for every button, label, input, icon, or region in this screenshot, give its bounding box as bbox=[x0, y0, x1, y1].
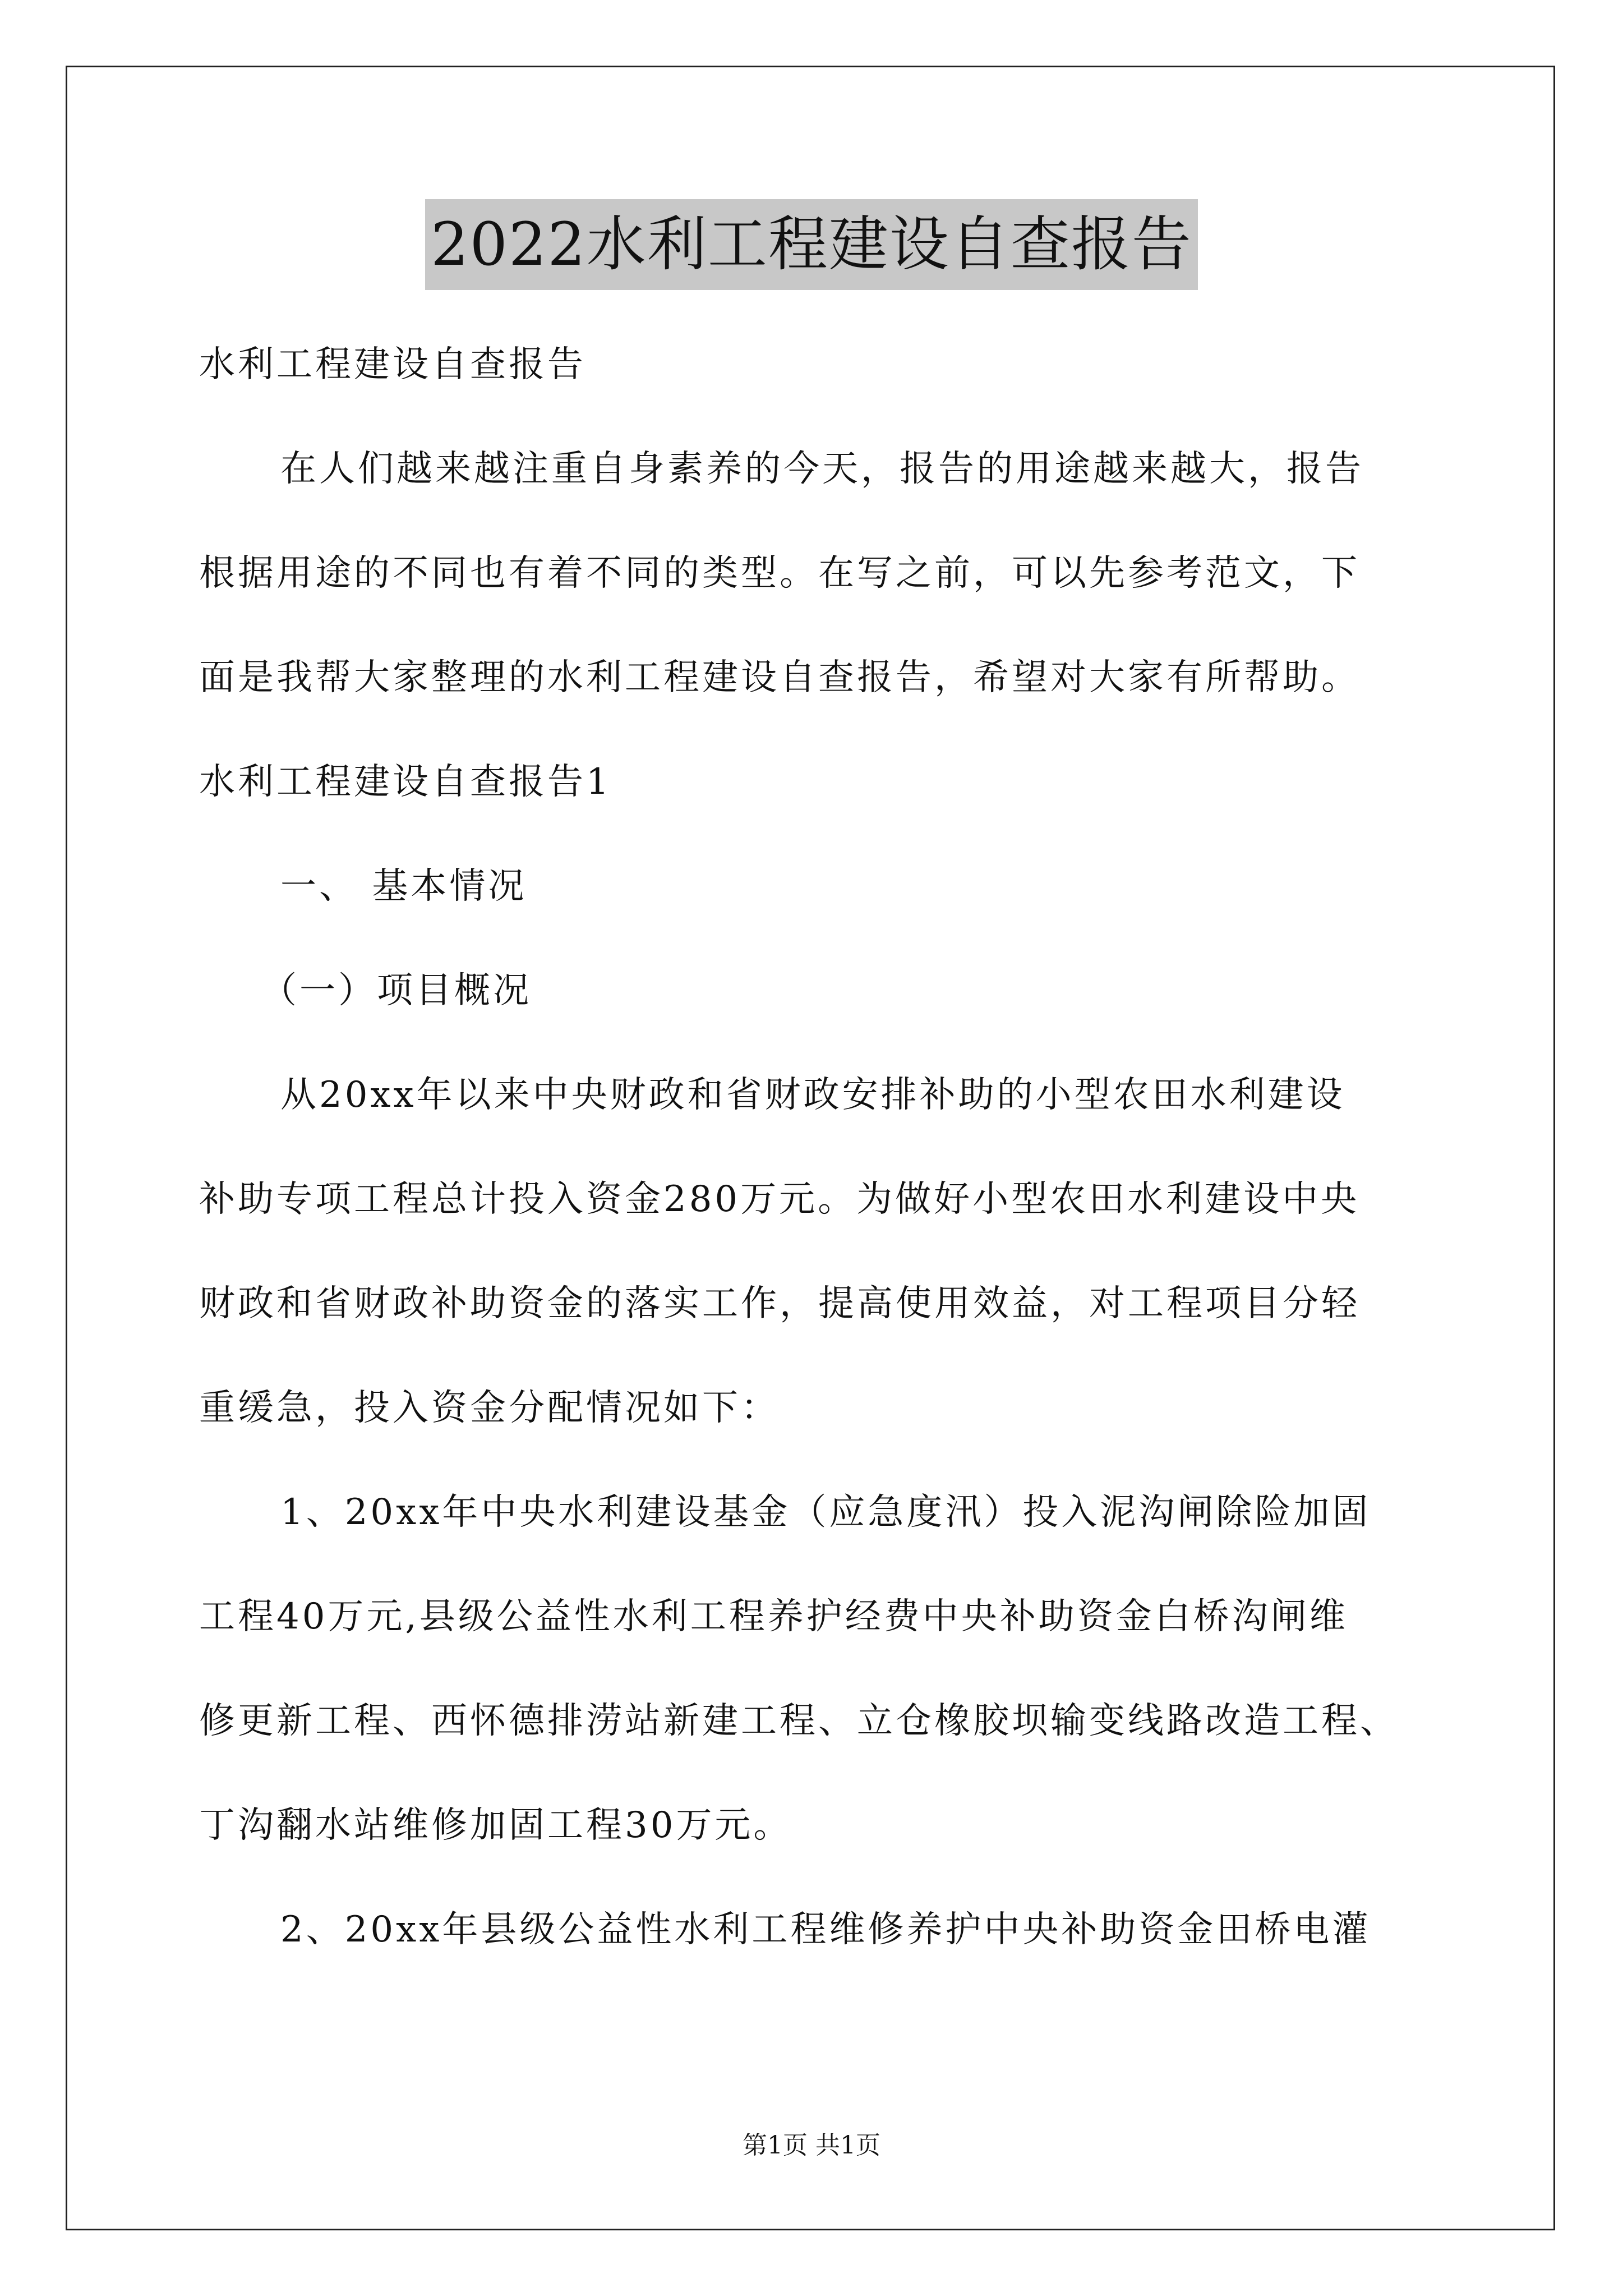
page-footer: 第1页 共1页 bbox=[743, 2131, 880, 2160]
text-line: 丁沟翻水站维修加固工程30万元。 bbox=[199, 1805, 792, 1846]
text-line: 修更新工程、西怀德排涝站新建工程、立仓橡胶坝输变线路改造工程、 bbox=[199, 1700, 1399, 1742]
text-line: 财政和省财政补助资金的落实工作，提高使用效益，对工程项目分轻 bbox=[199, 1283, 1360, 1324]
text-line: 重缓急，投入资金分配情况如下： bbox=[199, 1387, 780, 1429]
text-line: 面是我帮大家整理的水利工程建设自查报告，希望对大家有所帮助。 bbox=[199, 657, 1360, 698]
text-line: 工程40万元,县级公益性水利工程养护经费中央补助资金白桥沟闸维 bbox=[199, 1596, 1348, 1637]
title-container bbox=[0, 199, 1623, 290]
text-line: 1、20xx年中央水利建设基金（应急度汛）投入泥沟闸除险加固 bbox=[280, 1492, 1371, 1533]
document-body bbox=[199, 312, 1433, 1982]
subsection-heading: （一）项目概况 bbox=[261, 970, 532, 1011]
text-line: 从20xx年以来中央财政和省财政安排补助的小型农田水利建设 bbox=[280, 1074, 1345, 1116]
document-title: 2022水利工程建设自查报告 bbox=[425, 199, 1198, 290]
text-line: 在人们越来越注重自身素养的今天，报告的用途越来越大，报告 bbox=[280, 448, 1364, 490]
text-line: 2、20xx年县级公益性水利工程维修养护中央补助资金田桥电灌 bbox=[280, 1909, 1371, 1950]
text-line: 水利工程建设自查报告 bbox=[199, 344, 586, 385]
section-heading: 水利工程建设自查报告1 bbox=[199, 761, 612, 803]
text-line: 根据用途的不同也有着不同的类型。在写之前，可以先参考范文，下 bbox=[199, 553, 1360, 594]
subsection-heading: 一、 基本情况 bbox=[280, 866, 527, 907]
text-line: 补助专项工程总计投入资金280万元。为做好小型农田水利建设中央 bbox=[199, 1179, 1360, 1220]
